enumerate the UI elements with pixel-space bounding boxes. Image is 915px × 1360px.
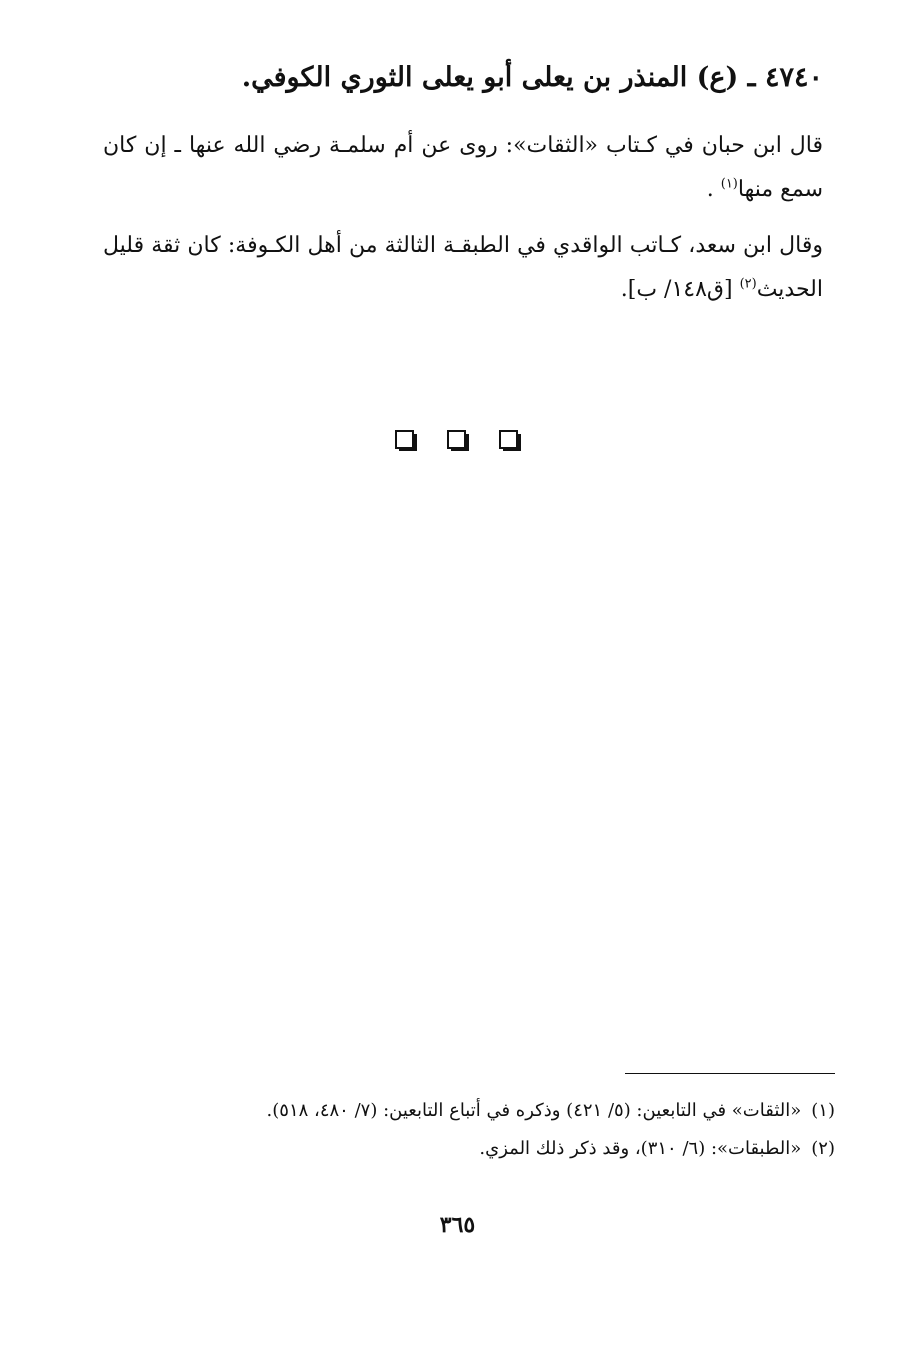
paragraph-text: قال ابن حبان في كـتاب «الثقات»: روى عن أم سلمـة رضي الله عنها ـ إن كان سمع منها xyxy=(103,133,823,202)
footnote xyxy=(75,1092,835,1130)
footnotes xyxy=(75,1092,835,1168)
page-number: ٣٦٥ xyxy=(439,1212,476,1238)
paragraph-tail: . xyxy=(706,177,721,202)
footnote-reference: (١) xyxy=(720,176,738,192)
square-ornament-icon xyxy=(395,430,417,452)
paragraph-text: وقال ابن سعد، كـاتب الواقدي في الطبقـة الثالثة من أهل الكـوفة: كان ثقة قليل الحديث xyxy=(103,233,823,302)
manuscript-reference: [ق١٤٨/ ب]. xyxy=(620,277,740,302)
entry-heading: ٤٧٤٠ ـ (ع) المنذر بن يعلى أبو يعلى الثوري الكوفي. xyxy=(241,62,823,93)
section-divider-ornaments xyxy=(0,430,915,452)
paragraph-ibn-saad xyxy=(103,224,823,312)
footnote-marker: (١) xyxy=(811,1100,835,1121)
footnote-reference: (٢) xyxy=(739,276,757,292)
footnote-separator xyxy=(625,1073,835,1074)
paragraph-ibn-hibban xyxy=(103,124,823,212)
footnote xyxy=(75,1130,835,1168)
footnote-text: «الثقات» في التابعين: (٥/ ٤٢١) وذكره في أتباع التابعين: (٧/ ٤٨٠، ٥١٨). xyxy=(266,1100,802,1121)
square-ornament-icon xyxy=(499,430,521,452)
footnote-marker: (٢) xyxy=(811,1138,835,1159)
square-ornament-icon xyxy=(447,430,469,452)
footnote-text: «الطبقات»: (٦/ ٣١٠)، وقد ذكر ذلك المزي. xyxy=(479,1138,802,1159)
